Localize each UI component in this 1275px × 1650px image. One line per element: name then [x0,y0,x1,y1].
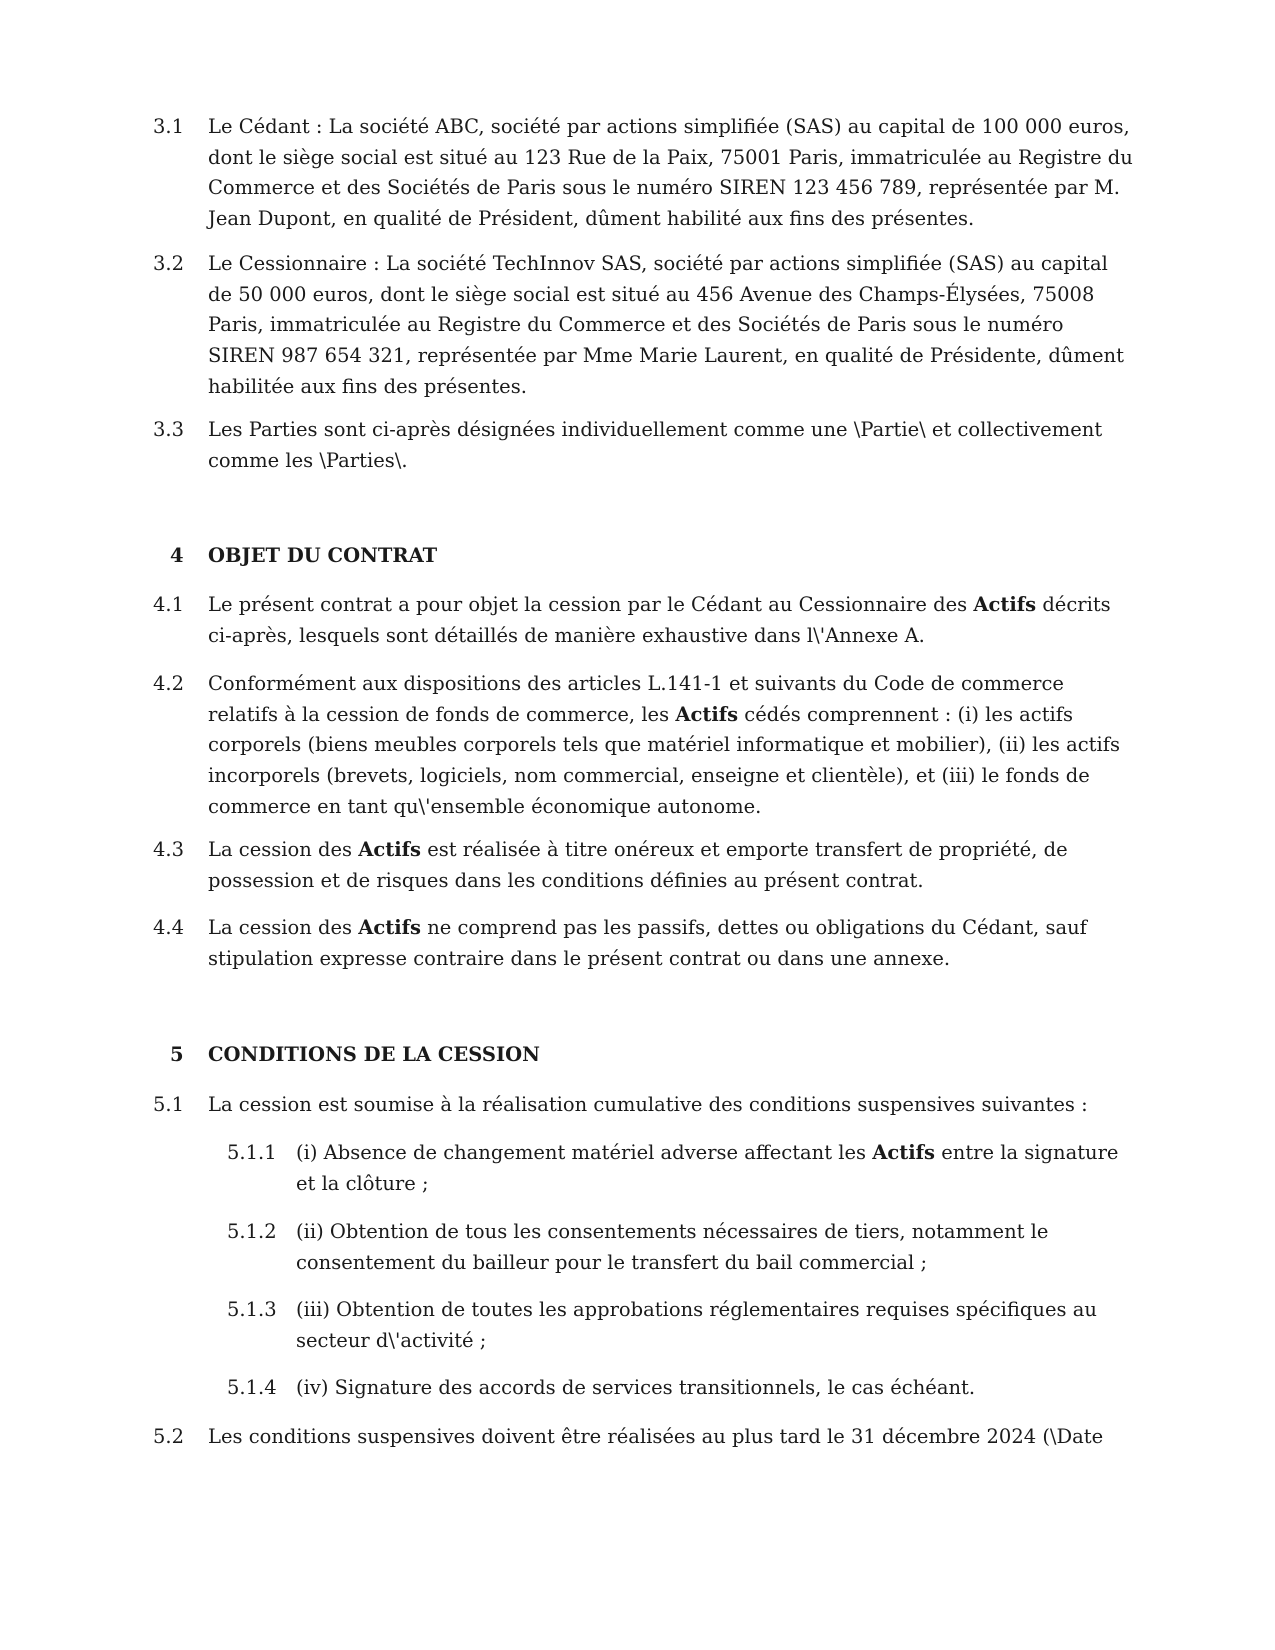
clause-number: 5.1.4 [227,1376,277,1399]
defined-term: Actifs [675,702,739,726]
clause-number: 3.3 [153,418,185,441]
clause-5-1-4 [227,1373,1127,1404]
clause-3-2 [153,249,1133,403]
clause-text: La cession des Actifs est réalisée à titre onéreux et emporte transfert de propriété, de possession et de risques dans les conditions définies au présent contrat. [208,838,1068,892]
clause-4-3 [153,835,1133,896]
clause-text: (i) Absence de changement matériel adverse affectant les Actifs entre la signature et la clôture ; [296,1141,1119,1195]
clause-number: 5.1.1 [227,1141,277,1164]
clause-5-1-3 [227,1295,1127,1356]
section-number: 5 [170,1043,184,1066]
clause-text: Le présent contrat a pour objet la cession par le Cédant au Cessionnaire des Actifs décrits ci-après, lesquels sont détaillés de manière exhaustive dans l\'Annexe A. [208,593,1111,647]
clause-5-1 [153,1090,1133,1121]
clause-number: 5.1 [153,1093,185,1116]
clause-5-2 [153,1422,1133,1453]
clause-4-1 [153,590,1133,651]
defined-term: Actifs [358,916,422,939]
clause-number: 4.3 [153,838,185,861]
defined-term: Actifs [872,1141,936,1164]
clause-5-1-1 [227,1138,1127,1199]
defined-term: Actifs [358,838,422,861]
clause-3-3 [153,415,1133,476]
clause-text: (iv) Signature des accords de services transitionnels, le cas échéant. [296,1376,976,1399]
clause-text: Le Cessionnaire : La société TechInnov SAS, société par actions simplifiée (SAS) au capital de 50 000 euros, dont le siège social est situé au 456 Avenue des Champs-Élysées, 75008 Paris, immatriculée au Registre du Commerce et des Sociétés de Paris sous le numéro SIREN 987 654 321, représentée par Mme Marie Laurent, en qualité de Présidente, dûment habilitée aux fins des présentes. [208,252,1124,398]
section-title: CONDITIONS DE LA CESSION [208,1043,540,1066]
clause-text: La cession des Actifs ne comprend pas les passifs, dettes ou obligations du Cédant, sauf stipulation expresse contraire dans le présent contrat ou dans une annexe. [208,916,1087,970]
section-title: OBJET DU CONTRAT [208,544,438,567]
clause-text: (iii) Obtention de toutes les approbations réglementaires requises spécifiques au secteur d\'activité ; [296,1298,1097,1352]
clause-number: 4.1 [153,593,185,616]
section-number: 4 [170,544,184,567]
clause-text: Le Cédant : La société ABC, société par actions simplifiée (SAS) au capital de 100 000 euros, dont le siège social est situé au 123 Rue de la Paix, 75001 Paris, immatriculée au Registre du Commerce et des Sociétés de Paris sous le numéro SIREN 123 456 789, représentée par M. Jean Dupont, en qualité de Président, dûment habilité aux fins des présentes. [208,115,1133,231]
clause-number: 5.1.3 [227,1298,277,1321]
clause-3-1 [153,112,1133,235]
section-heading-5 [170,1040,540,1071]
clause-number: 4.2 [153,672,185,695]
section-heading-4 [170,541,437,572]
clause-text: Conformément aux dispositions des articles L.141-1 et suivants du Code de commerce relatifs à la cession de fonds de commerce, les Actifs cédés comprennent : (i) les actifs corporels (biens meubles corporels tels que matériel informatique et mobilier), (ii) les actifs incorporels (brevets, logiciels, nom commercial, enseigne et clientèle), et (iii) le fonds de commerce en tant qu\'ensemble économique autonome. [208,672,1120,818]
clause-text: La cession est soumise à la réalisation cumulative des conditions suspensives suivantes : [208,1093,1088,1116]
clause-number: 4.4 [153,916,185,939]
defined-term: Actifs [973,593,1037,616]
clause-number: 5.2 [153,1425,185,1448]
clause-text: Les Parties sont ci-après désignées individuellement comme une \Partie\ et collectivement comme les \Parties\. [208,418,1103,472]
clause-5-1-2 [227,1217,1127,1278]
clause-number: 3.1 [153,115,185,138]
clause-number: 3.2 [153,252,185,275]
clause-4-4 [153,913,1133,974]
clause-number: 5.1.2 [227,1220,277,1243]
clause-text: (ii) Obtention de tous les consentements nécessaires de tiers, notamment le consentement du bailleur pour le transfert du bail commercial ; [296,1220,1049,1274]
clause-4-2 [153,669,1133,823]
clause-text: Les conditions suspensives doivent être réalisées au plus tard le 31 décembre 2024 (\Date [208,1425,1104,1448]
